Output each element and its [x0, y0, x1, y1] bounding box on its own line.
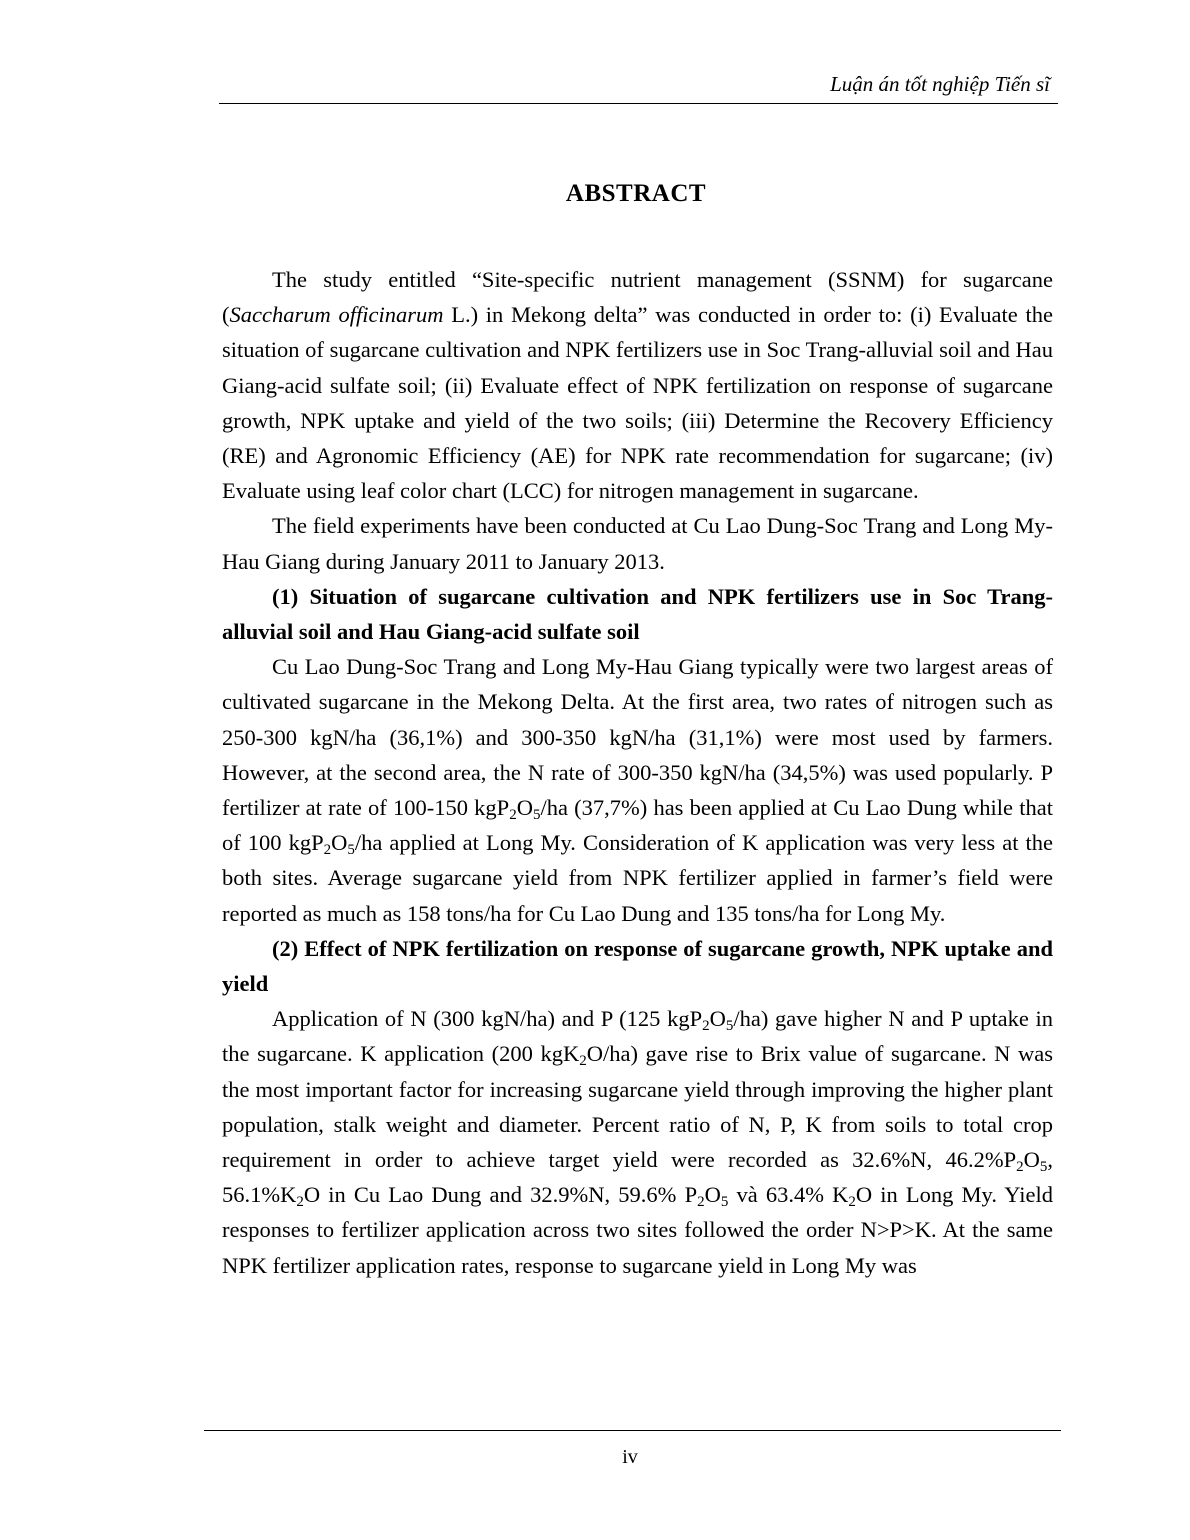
intro-paragraph: The study entitled “Site-specific nutrient management (SSNM) for sugarcane (Saccharum officinarum L.) in Mekong delta” was conducted in order to: (i) Evaluate the situation of sugarcane cultivation and NPK fertilizers use in Soc Trang-alluvial soil and Hau Giang-acid sulfate soil; (ii) Evaluate effect of NPK fertilization on response of sugarcane growth, NPK uptake and yield of the two soils; (iii) Determine the Recovery Efficiency (RE) and Agronomic Efficiency (AE) for NPK rate recommendation for sugarcane; (iv) Evaluate using leaf color chart (LCC) for nitrogen management in sugarcane.	[222, 267, 1053, 504]
species-name: Saccharum officinarum	[229, 302, 444, 328]
header-divider	[219, 103, 1058, 104]
running-header: Luận án tốt nghiệp Tiến sĩ	[830, 72, 1050, 96]
field-paragraph: The field experiments have been conducted at Cu Lao Dung-Soc Trang and Long My-Hau Giang during January 2011 to January 2013.	[222, 513, 1053, 574]
abstract-body	[222, 262, 1053, 1283]
section-1-paragraph: Cu Lao Dung-Soc Trang and Long My-Hau Giang typically were two largest areas of cultivated sugarcane in the Mekong Delta. At the first area, two rates of nitrogen such as 250-300 kgN/ha (36,1%) and 300-350 kgN/ha (31,1%) were most used by farmers. However, at the second area, the N rate of 300-350 kgN/ha (34,5%) was used popularly. P fertilizer at rate of 100-150 $kgP_2O_5/ha$ (37,7%) has been applied at Cu Lao Dung while that of 100 $kgP_2O_5/ha$ applied at Long My. Consideration of K application was very less at the both sites. Average sugarcane yield from NPK fertilizer applied in farmer’s field were reported as much as 158 tons/ha for Cu Lao Dung and 135 tons/ha for Long My.	[222, 654, 1053, 926]
page-number: iv	[622, 1446, 638, 1468]
section-1-heading: (1) Situation of sugarcane cultivation and NPK fertilizers use in Soc Trang-alluvial soil and Hau Giang-acid sulfate soil	[222, 583, 1053, 645]
section-2-heading: (2) Effect of NPK fertilization on response of sugarcane growth, NPK uptake and yield	[222, 935, 1053, 997]
section-2-paragraph: Application of N (300 kgN/ha) and P (125 $kgP_2O_5/ha$) gave higher N and P uptake in the sugarcane. K application (200 kgK$_2$O/ha) gave rise to Brix value of sugarcane. N was the most important factor for increasing sugarcane yield through improving the higher plant population, stalk weight and diameter. Percent ratio of N, P, K from soils to total crop requirement in order to achieve target yield were recorded as 32.6%N, $46.2\%P_2O_5$, $56.1\%K_2O$ in Cu Lao Dung and 32.9%N, 59.6% $P_2O_5$ và 63.4% $K_2O$ in Long My. Yield responses to fertilizer application across two sites followed the order N>P>K. At the same NPK fertilizer application rates, response to sugarcane yield in Long My was	[222, 1006, 1054, 1278]
page-title: ABSTRACT	[565, 180, 707, 207]
footer-divider	[204, 1430, 1061, 1431]
